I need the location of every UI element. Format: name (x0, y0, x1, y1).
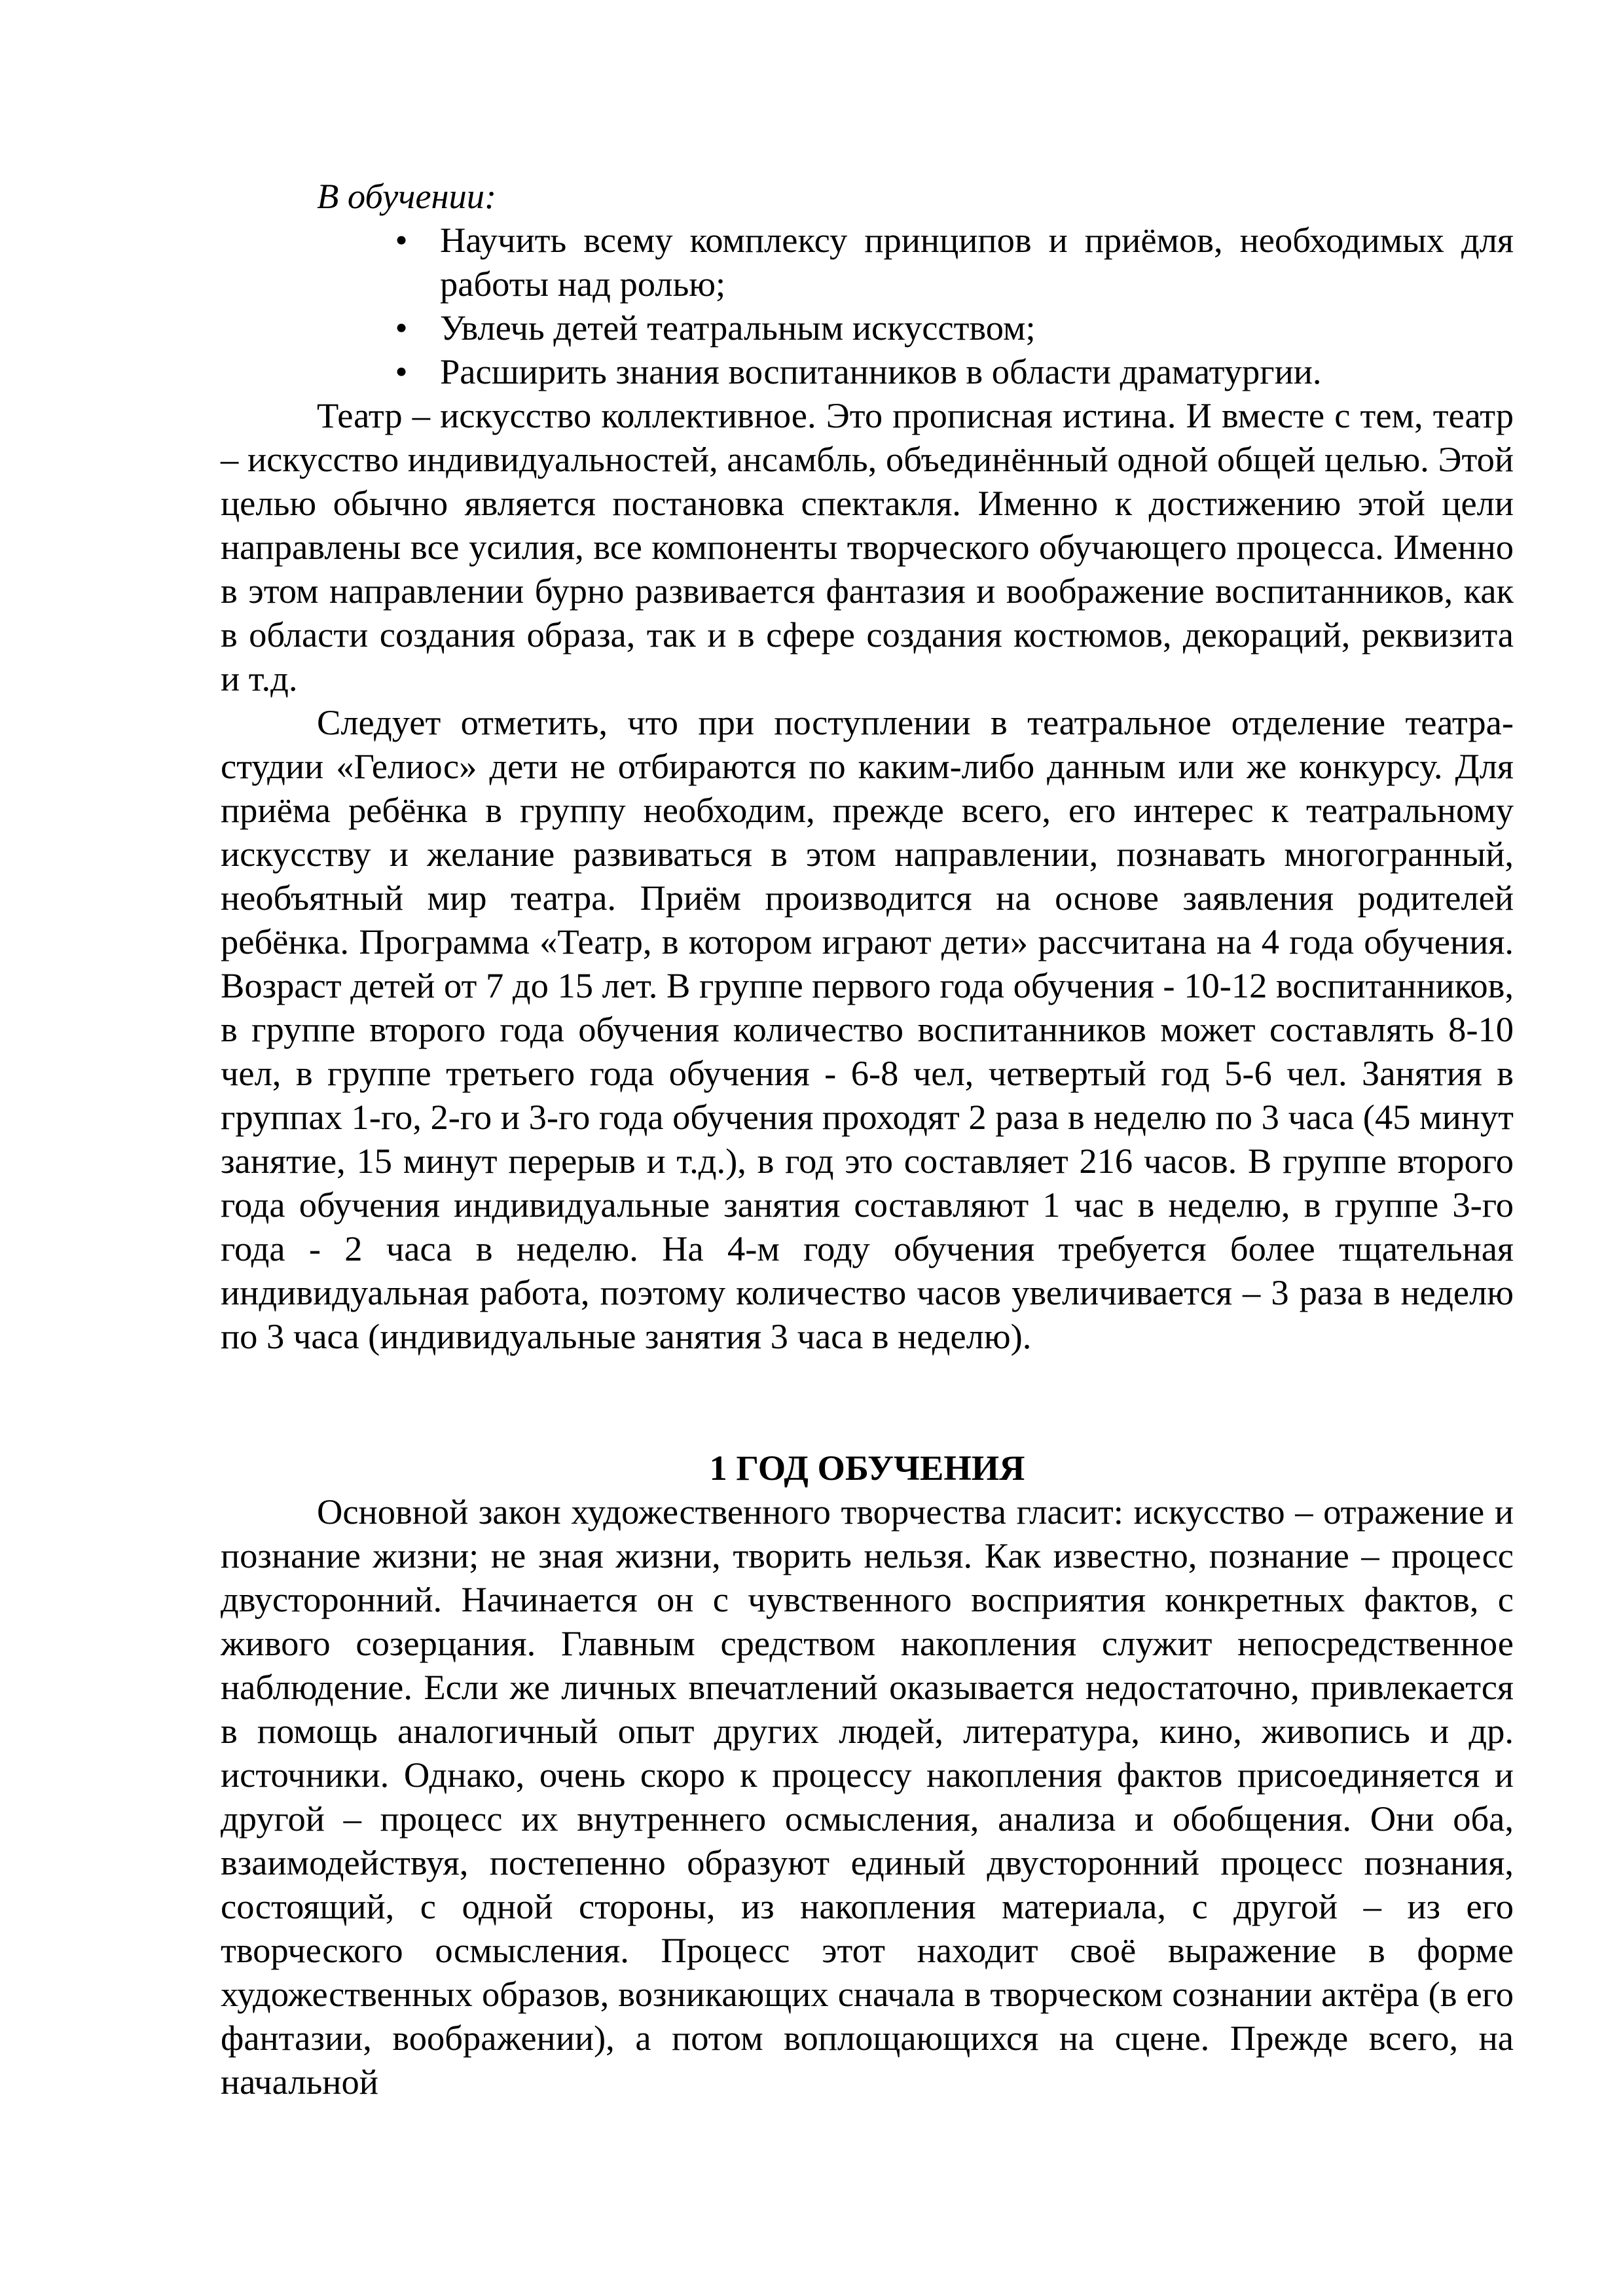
goals-list (221, 218, 1514, 393)
paragraph-theatre-collective: Театр – искусство коллективное. Это прописная истина. И вместе с тем, театр – искусство индивидуальностей, ансамбль, объединённый одной общей целью. Этой целью обычно является постановка спектакля. Именно к достижению этой цели направлены все усилия, все компоненты творческого обучающего процесса. Именно в этом направлении бурно развивается фантазия и воображение воспитанников, как в области создания образа, так и в сфере создания костюмов, декораций, реквизита и т.д. (221, 395, 1514, 698)
goal-text: Расширить знания воспитанников в области драматургии. (440, 351, 1322, 391)
paragraph-admission: Следует отметить, что при поступлении в театральное отделение театра-студии «Гелиос» дети не отбираются по каким-либо данным или же конкурсу. Для приёма ребёнка в группу необходим, прежде всего, его интерес к театральному искусству и желание развиваться в этом направлении, познавать многогранный, необъятный мир театра. Приём производится на основе заявления родителей ребёнка. Программа «Театр, в котором играют дети» рассчитана на 4 года обучения. Возраст детей от 7 до 15 лет. В группе первого года обучения - 10-12 воспитанников, в группе второго года обучения количество воспитанников может составлять 8-10 чел, в группе третьего года обучения - 6-8 чел, четвертый год 5-6 чел. Занятия в группах 1-го, 2-го и 3-го года обучения проходят 2 раза в неделю по 3 часа (45 минут занятие, 15 минут перерыв и т.д.), в год это составляет 216 часов. В группе второго года обучения индивидуальные занятия составляют 1 час в неделю, в группе 3-го года - 2 часа в неделю. На 4-м году обучения требуется более тщательная индивидуальная работа, поэтому количество часов увеличивается – 3 раза в неделю по 3 часа (индивидуальные занятия 3 часа в неделю). (221, 702, 1514, 1356)
intro-label: В обучении: (317, 176, 497, 216)
bullet-icon: • (395, 351, 408, 391)
bullet-icon: • (395, 308, 408, 348)
goal-item (395, 350, 1514, 393)
goal-text: Увлечь детей театральным искусством; (440, 308, 1036, 348)
goal-item (395, 218, 1514, 306)
bullet-icon: • (395, 220, 408, 260)
section-heading: 1 ГОД ОБУЧЕНИЯ (709, 1448, 1025, 1488)
goal-item (395, 306, 1514, 350)
section-paragraph: Основной закон художественного творчества гласит: искусство – отражение и познание жизни; не зная жизни, творить нельзя. Как известно, познание – процесс двусторонний. Начинается он с чувственного восприятия конкретных фактов, с живого созерцания. Главным средством накопления служит непосредственное наблюдение. Если же личных впечатлений оказывается недостаточно, привлекается в помощь аналогичный опыт других людей, литература, кино, живопись и др. источники. Однако, очень скоро к процессу накопления фактов присоединяется и другой – процесс их внутреннего осмысления, анализа и обобщения. Они оба, взаимодействуя, постепенно образуют единый двусторонний процесс познания, состоящий, с одной стороны, из накопления материала, с другой – из его творческого осмысления. Процесс этот находит своё выражение в форме художественных образов, возникающих сначала в творческом сознании актёра (в его фантазии, воображении), а потом воплощающихся на сцене. Прежде всего, на начальной (221, 1492, 1514, 2102)
document-page (221, 174, 1514, 2104)
goal-text: Научить всему комплексу принципов и приёмов, необходимых для работы над ролью; (440, 220, 1514, 304)
